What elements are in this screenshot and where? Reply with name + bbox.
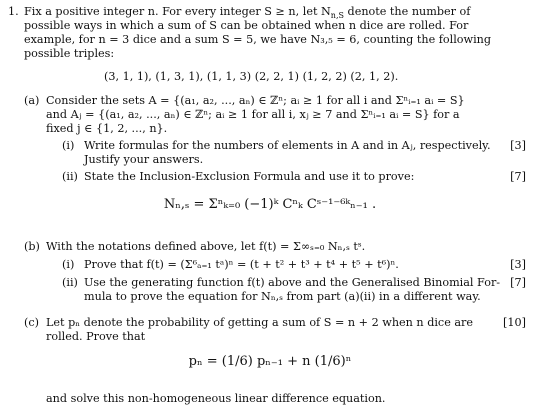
part-a-line-3: fixed j ∈ {1, 2, ..., n}. [46,122,168,135]
triples-list: (3, 1, 1), (1, 3, 1), (1, 1, 3) (2, 2, 1) (1, 2, 2) (2, 1, 2). [104,70,399,83]
part-b-i-text: Prove that f(t) = (Σ⁶ₐ₌₁ tᵃ)ⁿ = (t + t² + t³ + t⁴ + t⁵ + t⁶)ⁿ. [84,258,399,271]
part-c-formula: pₙ = (1/6) pₙ₋₁ + n (1/6)ⁿ [188,354,352,369]
part-a-formula: Nₙ,ₛ = Σⁿₖ₌₀ (−1)ᵏ Cⁿₖ Cˢ⁻¹⁻⁶ᵏₙ₋₁ . [163,197,377,212]
part-b-ii-label: (ii) [62,276,78,289]
question-intro-line-3: example, for n = 3 dice and a sum S = 5, we have N₃,₅ = 6, counting the following [24,33,492,46]
part-a-i-text-2: Justify your answers. [84,153,204,166]
part-a-label: (a) [24,94,40,107]
part-a-ii-marks: [7] [510,170,526,183]
part-c-text-2: rolled. Prove that [46,330,146,343]
part-b-label: (b) [24,240,40,253]
part-b-ii-text: Use the generating function f(t) above and the Generalised Binomial For- [84,276,501,289]
part-a-line-1: Consider the sets A = {(a₁, a₂, ..., aₙ) ∈ ℤⁿ; aᵢ ≥ 1 for all i and Σⁿᵢ₌₁ aᵢ = S} [46,94,465,107]
intro-part-3: denote the number of [343,5,471,18]
part-b-intro: With the notations defined above, let f(t) = Σ∞ₛ₌₀ Nₙ,ₛ tˢ. [46,240,366,253]
part-c-text: Let pₙ denote the probability of getting a sum of S = n + 2 when n dice are [46,316,474,329]
part-b-ii-marks: [7] [510,276,526,289]
part-c-closing: and solve this non-homogeneous linear difference equation. [46,392,386,405]
part-a-i-text: Write formulas for the numbers of elements in A and in Aⱼ, respectively. [84,139,491,152]
part-c-label: (c) [24,316,39,329]
question-intro-line-2: possible ways in which a sum of S can be obtained when n dice are rolled. For [24,19,469,32]
intro-subscript: n,S [330,11,344,21]
part-a-i-marks: [3] [510,139,526,152]
part-a-line-2: and Aⱼ = {(a₁, a₂, ..., aₙ) ∈ ℤⁿ; aᵢ ≥ 1 for all i, xⱼ ≥ 7 and Σⁿᵢ₌₁ aᵢ = S} for a [46,108,460,121]
part-a-ii-text: State the Inclusion-Exclusion Formula and use it to prove: [84,170,415,183]
part-c-marks: [10] [503,316,526,329]
intro-part-1: Fix a positive integer n. For every integer S ≥ n, let N [24,5,331,18]
part-a-ii-label: (ii) [62,170,78,183]
part-b-i-marks: [3] [510,258,526,271]
part-b-i-label: (i) [62,258,75,271]
question-number: 1. [8,5,19,18]
part-b-ii-text-2: mula to prove the equation for Nₙ,ₛ from part (a)(ii) in a different way. [84,290,481,303]
part-a-i-label: (i) [62,139,75,152]
question-intro-line-4: possible triples: [24,47,115,60]
